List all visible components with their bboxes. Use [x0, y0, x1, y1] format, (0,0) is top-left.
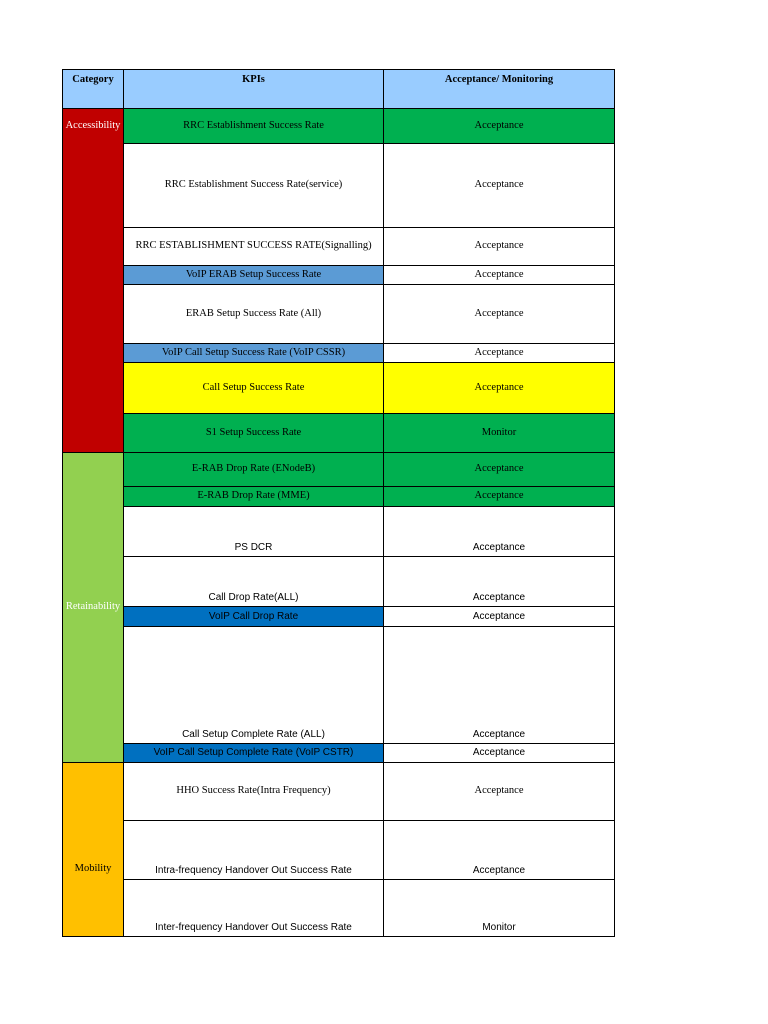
kpi-cell: VoIP Call Setup Complete Rate (VoIP CSTR)	[123, 743, 384, 763]
kpi-cell: S1 Setup Success Rate	[123, 413, 384, 453]
status-cell: Acceptance	[383, 343, 615, 363]
status-cell: Acceptance	[383, 506, 615, 557]
kpi-cell: RRC Establishment Success Rate(service)	[123, 143, 384, 228]
kpi-cell: Call Drop Rate(ALL)	[123, 556, 384, 607]
status-cell: Acceptance	[383, 486, 615, 507]
kpi-cell: VoIP Call Setup Success Rate (VoIP CSSR)	[123, 343, 384, 363]
category-accessibility: Accessibility	[62, 108, 124, 453]
kpi-cell: RRC Establishment Success Rate	[123, 108, 384, 144]
status-cell: Acceptance	[383, 820, 615, 880]
status-cell: Acceptance	[383, 626, 615, 744]
kpi-cell: VoIP Call Drop Rate	[123, 606, 384, 627]
status-cell: Acceptance	[383, 284, 615, 344]
kpi-cell: RRC ESTABLISHMENT SUCCESS RATE(Signalling)	[123, 227, 384, 266]
kpi-cell: Call Setup Success Rate	[123, 362, 384, 414]
status-cell: Acceptance	[383, 362, 615, 414]
category-mobility: Mobility	[62, 762, 124, 937]
kpi-cell: E-RAB Drop Rate (ENodeB)	[123, 452, 384, 487]
status-cell: Acceptance	[383, 143, 615, 228]
header-kpis: KPIs	[123, 69, 384, 109]
kpi-cell: Inter-frequency Handover Out Success Rate	[123, 879, 384, 937]
kpi-cell: PS DCR	[123, 506, 384, 557]
status-cell: Acceptance	[383, 606, 615, 627]
kpi-cell: Intra-frequency Handover Out Success Rate	[123, 820, 384, 880]
status-cell: Acceptance	[383, 452, 615, 487]
kpi-cell: Call Setup Complete Rate (ALL)	[123, 626, 384, 744]
status-cell: Acceptance	[383, 227, 615, 266]
kpi-cell: ERAB Setup Success Rate (All)	[123, 284, 384, 344]
kpi-cell: VoIP ERAB Setup Success Rate	[123, 265, 384, 285]
kpi-cell: E-RAB Drop Rate (MME)	[123, 486, 384, 507]
category-retainability: Retainability	[62, 452, 124, 763]
status-cell: Monitor	[383, 413, 615, 453]
header-acceptance: Acceptance/ Monitoring	[383, 69, 615, 109]
header-category: Category	[62, 69, 124, 109]
status-cell: Monitor	[383, 879, 615, 937]
status-cell: Acceptance	[383, 108, 615, 144]
status-cell: Acceptance	[383, 743, 615, 763]
kpi-cell: HHO Success Rate(Intra Frequency)	[123, 762, 384, 821]
status-cell: Acceptance	[383, 265, 615, 285]
status-cell: Acceptance	[383, 556, 615, 607]
status-cell: Acceptance	[383, 762, 615, 821]
